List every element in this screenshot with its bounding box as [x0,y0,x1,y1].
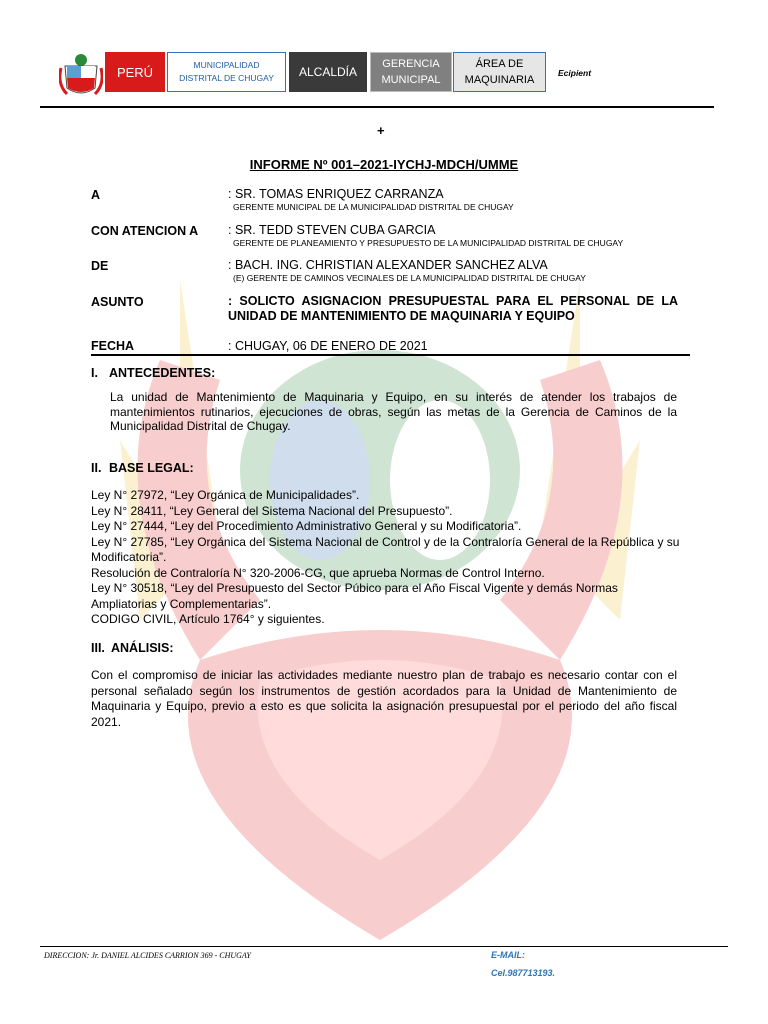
header-divider [40,106,714,108]
row-fecha-main: : CHUGAY, 06 DE ENERO DE 2021 [228,339,428,353]
area-label [453,52,546,92]
area-line2: MAQUINARIA [464,74,535,86]
ecipient-label: Ecipient [558,68,592,78]
row-de-sub: (E) GERENTE DE CAMINOS VECINALES DE LA MUNICIPALIDAD DISTRITAL DE CHUGAY [233,273,586,283]
footer-divider [40,946,728,947]
list-item: Ley N° 27444, “Ley del Procedimiento Administrativo General y su Modificatoria”. [91,519,522,533]
row-a-label: A [91,188,101,202]
analisis-text: Con el compromiso de iniciar las actividades mediante nuestro plan de trabajo es necesario contar con el personal señalado según los instrumentos de gestión acordados para la Unidad de Mantenimiento de Maquinaria y Equipo, previo a esto es que solicita la asignación presupuestal por el periodo del año fiscal 2021. [91,668,677,729]
section-title: BASE LEGAL: [109,461,194,475]
area-line1: ÁREA DE [475,58,524,70]
row-de-label: DE [91,259,109,273]
peru-coat-of-arms-icon [59,50,103,100]
row-asunto-label: ASUNTO [91,295,144,309]
fecha-divider [91,354,690,356]
list-item: Resolución de Contraloría N° 320-2006-CG, que aprueba Normas de Control Interno. [91,565,545,580]
plus-mark: + [377,123,385,138]
antecedentes-text: La unidad de Mantenimiento de Maquinaria y Equipo, en su interés de atender los trabajos de mantenimientos rutinarios, ejecuciones de obras, según las metas de la Gerencia de Caminos de la Municipalidad Distrital de Chugay. [110,390,677,433]
row-atencion-sub: GERENTE DE PLANEAMIENTO Y PRESUPUESTO DE LA MUNICIPALIDAD DISTRITAL DE CHUGAY [233,238,624,248]
muni-line1: MUNICIPALIDAD [193,60,260,70]
base-legal-list [91,488,681,628]
list-item: Ley N° 27785, “Ley Orgánica del Sistema Nacional de Control y de la Contraloría General de la República y su Modificatoria”. [91,534,680,564]
row-atencion-main: : SR. TEDD STEVEN CUBA GARCIA [228,223,436,237]
alcaldia-label: ALCALDÍA [289,52,367,92]
section-title: ANÁLISIS: [111,641,174,655]
row-de-main: : BACH. ING. CHRISTIAN ALEXANDER SANCHEZ ALVA [228,258,548,272]
row-a-sub: GERENTE MUNICIPAL DE LA MUNICIPALIDAD DISTRITAL DE CHUGAY [233,202,514,212]
section-num: I. [91,366,98,380]
section-title: ANTECEDENTES: [109,366,216,380]
letterhead [55,48,735,98]
list-item: Ley N° 30518, “Ley del Presupuesto del Sector Púbico para el Año Fiscal Vigente y demás Normas Ampliatorias y Complementarias”. [91,581,618,611]
informe-title: INFORME Nº 001–2021-IYCHJ-MDCH/UMME [249,157,519,172]
section-antecedentes-heading [91,366,215,380]
section-analisis-heading [91,641,174,655]
footer-cel: Cel.987713193. [491,968,556,978]
row-atencion-label: CON ATENCION A [91,224,199,238]
footer-email: E-MAIL: [491,950,525,960]
muni-line2: DISTRITAL DE CHUGAY [179,73,274,83]
list-item: CODIGO CIVIL, Artículo 1764° y siguientes. [91,612,325,626]
gerencia-line2: MUNICIPAL [381,74,441,86]
municipalidad-label [167,52,286,92]
list-item: Ley N° 28411, “Ley General del Sistema Nacional del Presupuesto”. [91,503,453,518]
gerencia-label [370,52,452,92]
peru-label: PERÚ [105,52,165,92]
section-num: III. [91,641,105,655]
row-asunto-main: : SOLICTO ASIGNACION PRESUPUESTAL PARA EL PERSONAL DE LA UNIDAD DE MANTENIMIENTO DE MAQUINARIA Y EQUIPO [228,294,678,323]
list-item: Ley N° 27972, “Ley Orgánica de Municipalidades”. [91,488,360,502]
gerencia-line1: GERENCIA [382,58,440,70]
row-a-main: : SR. TOMAS ENRIQUEZ CARRANZA [228,187,444,201]
row-fecha-label: FECHA [91,339,135,353]
section-num: II. [91,461,102,475]
footer-direccion: DIRECCION: Jr. DANIEL ALCIDES CARRION 369 - CHUGAY [44,951,251,960]
section-base-legal-heading [91,461,194,475]
